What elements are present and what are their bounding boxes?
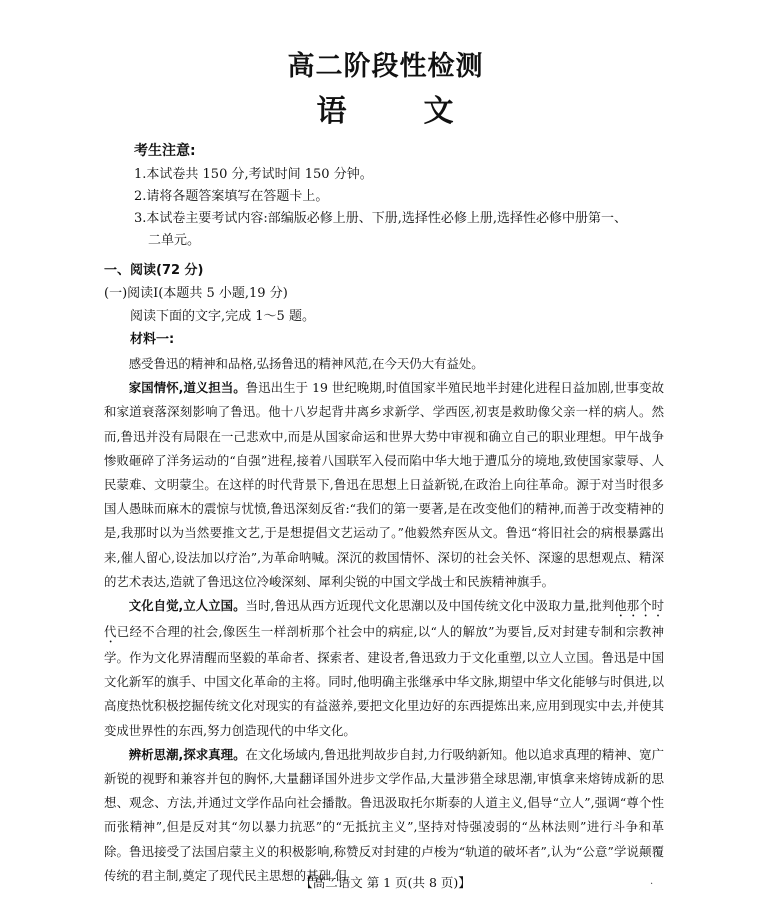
- subject-char-2: 文: [423, 94, 455, 129]
- paragraph-lead: 文化自觉,立人立国。: [128, 598, 246, 614]
- notice-item: 1.本试卷共 150 分,考试时间 150 分钟。: [134, 167, 373, 182]
- subject-title: [0, 86, 771, 130]
- subject-char-1: 语: [316, 94, 348, 129]
- paragraph-lead: 辨析思潮,探求真理。: [128, 746, 246, 762]
- paragraph-text: 当时,鲁迅从西方近现代文化思潮以及中国传统文化中汲取力量,批判: [245, 598, 615, 614]
- footer-mark: .: [650, 876, 654, 887]
- passage-paragraph-3: [104, 743, 664, 888]
- material-label: 材料一:: [130, 332, 175, 347]
- passage: [104, 352, 664, 888]
- exam-notice: [134, 140, 674, 252]
- paragraph-text: 在文化场域内,鲁迅批判故步自封,力行吸纳新知。他以追求真理的精神、宽广新锐的视野和兼容并包的胸怀,大量翻译国外进步文学作品,大量涉猎全球思潮,审慎拿来熔铸成新的思想、观念、方法,并通过文学作品向社会播散。鲁迅汲取托尔斯泰的人道主义,倡导“立人”,强调“尊个性而张精神”,但是反对其“勿以暴力抗恶”的“无抵抗主义”,坚持对恃强凌弱的“丛林法则”进行斗争和革除。鲁迅接受了法国启蒙主义的积极影响,称赞反对封建的卢梭为“轨道的破坏者”,认为“公意”学说颠覆传统的君主制,奠定了现代民主思想的基础,但: [104, 746, 664, 883]
- passage-intro: 感受鲁迅的精神和品格,弘扬鲁迅的精神风范,在今天仍大有益处。: [128, 356, 484, 371]
- notice-heading: 考生注意:: [134, 143, 196, 159]
- passage-paragraph-2: [104, 594, 664, 743]
- notice-item: 3.本试卷主要考试内容:部编版必修上册、下册,选择性必修上册,选择性必修中册第一、: [134, 211, 628, 226]
- section-heading: 一、阅读(72 分): [104, 263, 204, 278]
- paragraph-text: 已经不合理的社会,像医生一样剖析那个社会中的病症,以“人的解放”为要旨,反对封建专制和宗教神学。作为文化界清醒而坚毅的革命者、探索者、建设者,鲁迅致力于文化重塑,以立人立国。鲁迅是中国文化新军的旗手、中国文化革命的主将。同时,他明确主张继承中华文脉,期望中华文化能够与时俱进,以高度热忱积极挖掘传统文化对现实的有益滋养,要把文化里边好的东西提炼出来,应用到现实中去,并使其变成世界性的东西,努力创造现代的中华文化。: [104, 624, 665, 738]
- paragraph-lead: 家国情怀,道义担当。: [128, 380, 246, 396]
- subsection-heading: (一)阅读Ⅰ(本题共 5 小题,19 分): [104, 286, 288, 301]
- notice-item: 2.请将各题答案填写在答题卡上。: [134, 189, 329, 204]
- exam-title: 高二阶段性检测: [287, 51, 484, 82]
- notice-item: 二单元。: [148, 233, 201, 248]
- emphasized-text: 他那个时代: [104, 598, 664, 640]
- page-footer: 【高二语文 第 1 页(共 8 页)】: [300, 875, 471, 890]
- reading-instruction: 阅读下面的文字,完成 1～5 题。: [130, 309, 315, 324]
- paragraph-text: 鲁迅出生于 19 世纪晚期,时值国家半殖民地半封建化进程日益加剧,世事变故和家道衰落深刻影响了鲁迅。他十八岁起背井离乡求新学、学西医,初衷是救助像父亲一样的病人。然而,鲁迅并没有局限在一己悲欢中,而是从国家命运和世界大势中审视和确立自己的职业理想。甲午战争惨败砸碎了洋务运动的“自强”进程,接着八国联军入侵而陷中华大地于遭瓜分的境地,致使国家蒙辱、人民蒙难、文明蒙尘。在这样的时代背景下,鲁迅在思想上日益新锐,在政治上向往革命。源于对当时很多国人愚昧而麻木的震惊与忧愤,鲁迅深刻反省:“我们的第一要著,是在改变他们的精神,而善于改变精神的是,我那时以为当然要推文艺,于是想提倡文艺运动了。”他毅然弃医从文。鲁迅“将旧社会的病根暴露出来,催人留心,设法加以疗治”,为革命呐喊。深沉的救国情怀、深切的社会关怀、深邃的思想观点、精深的艺术表达,造就了鲁迅这位冷峻深刻、犀利尖锐的中国文学战士和民族精神旗手。: [104, 380, 664, 589]
- passage-paragraph-1: [104, 376, 664, 594]
